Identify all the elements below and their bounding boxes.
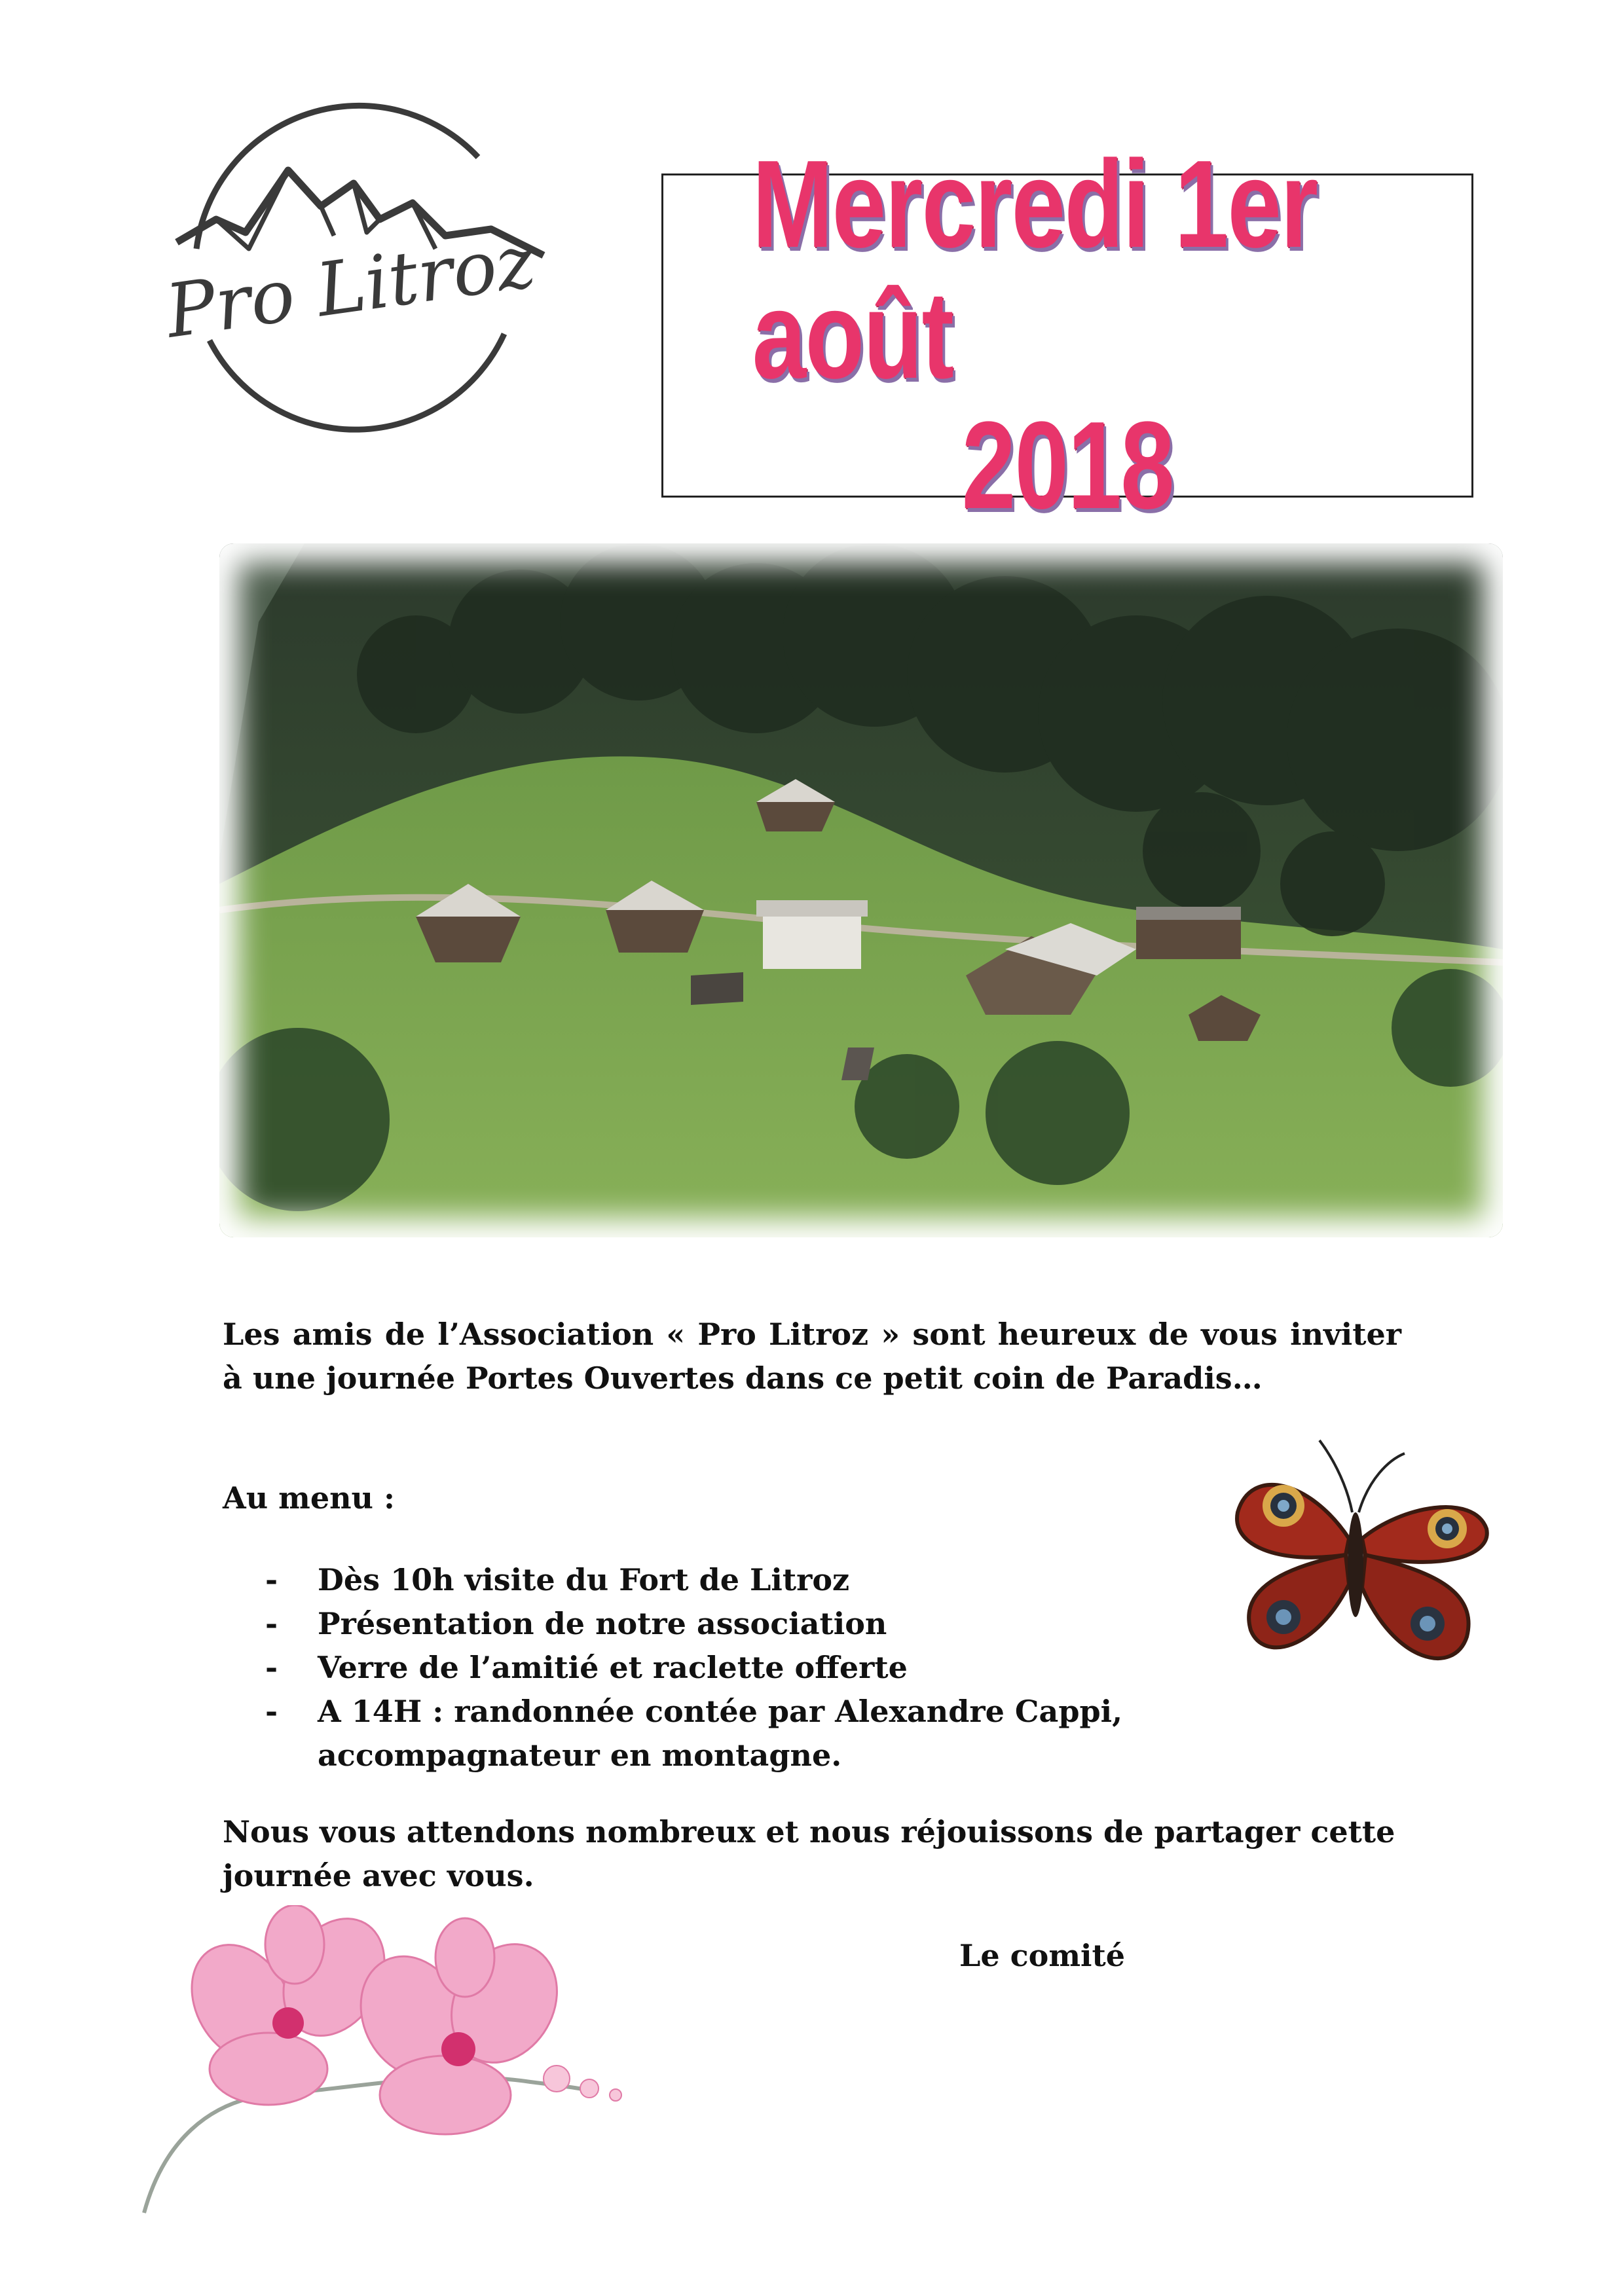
logo-mountain-emblem [138, 79, 570, 445]
event-year: 2018 [961, 396, 1173, 536]
orchid-illustration [138, 1905, 661, 2219]
closing-paragraph: Nous vous attendons nombreux et nous réjouissons de partager cette journée avec vous. [223, 1814, 1395, 1893]
pro-litroz-logo [138, 79, 570, 445]
butterfly-illustration [1211, 1414, 1500, 1689]
event-date-box [661, 135, 1473, 536]
menu-item: - Présentation de notre association [265, 1602, 1247, 1646]
logo-text: Pro Litroz [160, 219, 541, 355]
event-date: Mercredi 1er août [752, 135, 1318, 405]
menu-list [265, 1558, 1247, 1777]
menu-heading: Au menu : [223, 1480, 395, 1516]
menu-item: - A 14H : randonnée contée par Alexandre Cappi, accompagnateur en montagne. [265, 1690, 1247, 1777]
intro-paragraph: Les amis de l’Association « Pro Litroz » sont heureux de vous inviter à une journée Portes Ouvertes dans ce petit coin de Paradis… [223, 1317, 1401, 1396]
menu-item: - Dès 10h visite du Fort de Litroz [265, 1558, 1247, 1602]
menu-item: - Verre de l’amitié et raclette offerte [265, 1646, 1247, 1690]
signature: Le comité [959, 1938, 1125, 1973]
hamlet-aerial-photo [219, 543, 1503, 1237]
